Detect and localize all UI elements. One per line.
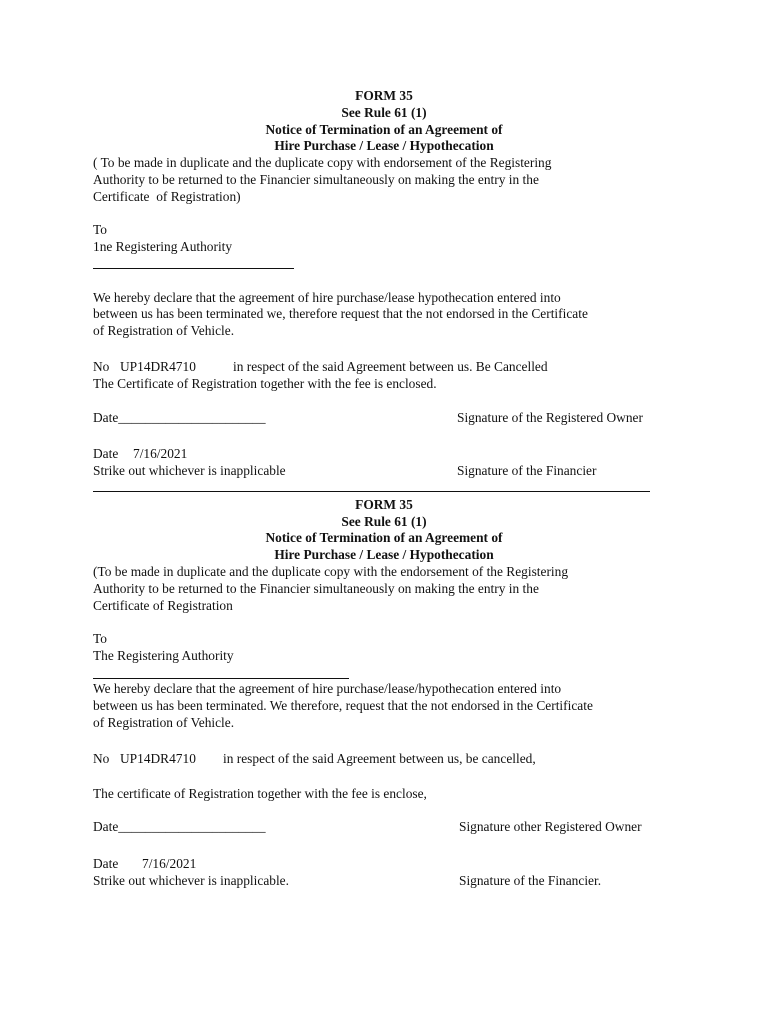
to-label: To bbox=[93, 222, 107, 237]
signature-financier: Signature of the Financier. bbox=[459, 873, 602, 888]
intro-line-3: Certificate of Registration bbox=[93, 598, 233, 613]
intro-line-2: Authority to be returned to the Financier simultaneously on making the entry in the bbox=[93, 581, 539, 596]
strike-note: Strike out whichever is inapplicable. bbox=[93, 873, 289, 888]
form-heading-line-1: Notice of Termination of an Agreement of bbox=[265, 530, 503, 545]
no-label: No bbox=[93, 359, 110, 374]
date-blank: Date______________________ bbox=[93, 410, 266, 425]
addressee: The Registering Authority bbox=[93, 648, 234, 663]
form-title: FORM 35 bbox=[355, 497, 413, 512]
vehicle-number: UP14DR4710 bbox=[120, 751, 196, 766]
form-rule: See Rule 61 (1) bbox=[341, 514, 427, 529]
to-label: To bbox=[93, 631, 107, 646]
date-label: Date bbox=[93, 856, 119, 871]
signature-owner: Signature of the Registered Owner bbox=[457, 410, 643, 425]
no-label: No bbox=[93, 751, 110, 766]
declaration-line-2: between us has been terminated we, therefore request that the not endorsed in the Certificate bbox=[93, 306, 588, 321]
cancellation-text: in respect of the said Agreement between us, be cancelled, bbox=[223, 751, 536, 766]
enclosure-text: The certificate of Registration together with the fee is enclose, bbox=[93, 786, 427, 801]
addressee: 1ne Registering Authority bbox=[93, 239, 233, 254]
declaration-line-1: We hereby declare that the agreement of hire purchase/lease hypothecation entered into bbox=[93, 290, 561, 305]
declaration-line-3: of Registration of Vehicle. bbox=[93, 323, 235, 338]
cancellation-text: in respect of the said Agreement between us. Be Cancelled bbox=[233, 359, 548, 374]
date-blank: Date______________________ bbox=[93, 819, 266, 834]
declaration-line-1: We hereby declare that the agreement of hire purchase/lease/hypothecation entered into bbox=[93, 681, 562, 696]
enclosure-text: The Certificate of Registration together with the fee is enclosed. bbox=[93, 376, 437, 391]
form-rule: See Rule 61 (1) bbox=[341, 105, 427, 120]
form-heading-line-2: Hire Purchase / Lease / Hypothecation bbox=[274, 138, 494, 153]
strike-note: Strike out whichever is inapplicable bbox=[93, 463, 286, 478]
form-heading-line-1: Notice of Termination of an Agreement of bbox=[265, 122, 503, 137]
form-title: FORM 35 bbox=[355, 88, 413, 103]
intro-line-2: Authority to be returned to the Financier simultaneously on making the entry in the bbox=[93, 172, 539, 187]
date-value: 7/16/2021 bbox=[133, 446, 188, 461]
form-heading-line-2: Hire Purchase / Lease / Hypothecation bbox=[274, 547, 494, 562]
date-value: 7/16/2021 bbox=[142, 856, 197, 871]
signature-owner: Signature other Registered Owner bbox=[459, 819, 642, 834]
signature-financier: Signature of the Financier bbox=[457, 463, 597, 478]
section-divider bbox=[93, 491, 650, 492]
vehicle-number: UP14DR4710 bbox=[120, 359, 196, 374]
addressee-underline bbox=[93, 678, 349, 679]
intro-line-1: ( To be made in duplicate and the duplicate copy with endorsement of the Registering bbox=[93, 155, 552, 170]
declaration-line-3: of Registration of Vehicle. bbox=[93, 715, 235, 730]
declaration-line-2: between us has been terminated. We therefore, request that the not endorsed in the Certificate bbox=[93, 698, 593, 713]
date-label: Date bbox=[93, 446, 119, 461]
intro-line-1: (To be made in duplicate and the duplicate copy with the endorsement of the Registering bbox=[93, 564, 569, 579]
intro-line-3: Certificate of Registration) bbox=[93, 189, 241, 204]
addressee-underline bbox=[93, 268, 294, 269]
